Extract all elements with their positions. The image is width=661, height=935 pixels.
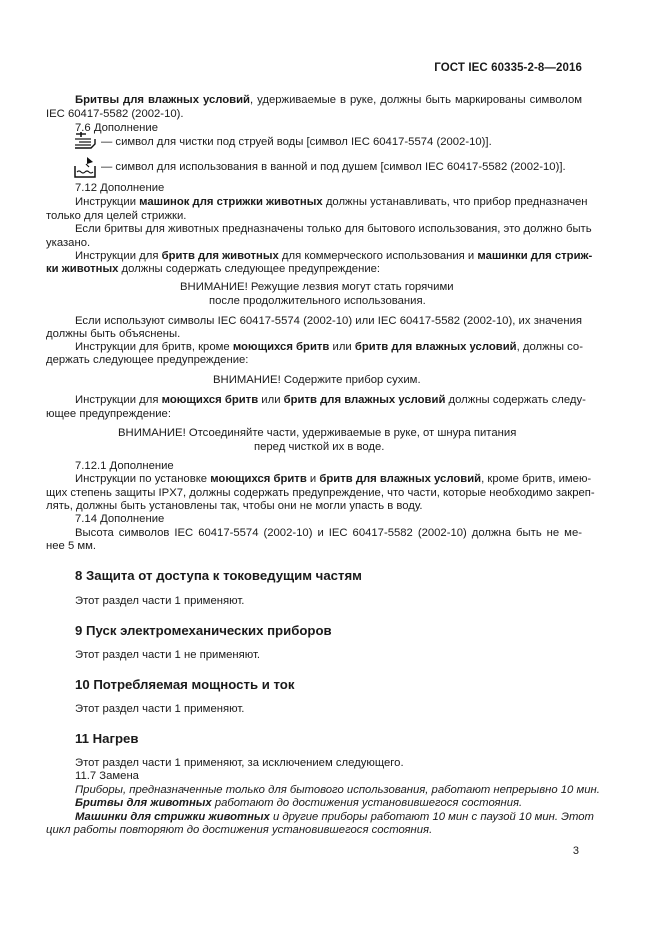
text-line: Бритвы для влажных условий, удерживаемые в руке, должны быть маркированы символом — [75, 94, 582, 106]
section-heading: 11 Нагрев — [75, 731, 139, 746]
page-number: 3 — [572, 845, 579, 857]
warning-line: ВНИМАНИЕ! Содержите прибор сухим. — [213, 374, 421, 386]
subsection-number: 7.6 Дополнение — [75, 122, 159, 134]
subsection-number: 7.12.1 Дополнение — [75, 460, 174, 472]
washable-symbol-icon — [73, 130, 99, 152]
bath-symbol-caption: — символ для использования в ванной и под душем [символ IEC 60417-5582 (2002-10)]. — [101, 161, 566, 173]
text-line: Инструкции для бритв для животных для коммерческого использования и машинки для стриж- — [75, 250, 593, 262]
text-line: щих степень защиты IPX7, должны содержать предупреждение, что части, которые необходимо закреп- — [46, 487, 595, 499]
text-line: Инструкции для моющихся бритв или бритв для влажных условий должны содержать следу- — [75, 394, 586, 406]
document-code: ГОСТ IEC 60335-2-8—2016 — [434, 62, 582, 74]
section-text: Этот раздел части 1 применяют, за исключением следующего. — [75, 757, 404, 769]
subsection-number: 7.14 Дополнение — [75, 513, 165, 525]
bath-shower-symbol-icon — [73, 156, 99, 180]
section-heading: 9 Пуск электромеханических приборов — [75, 623, 332, 638]
section-text: Этот раздел части 1 применяют. — [75, 703, 245, 715]
text-line: ки животных должны содержать следующее предупреждение: — [46, 263, 381, 275]
text-line: Приборы, предназначенные только для бытового использования, работают непрерывно 10 мин. — [75, 784, 600, 796]
text-line: лять, должны быть установлены так, чтобы они не могли упасть в воду. — [46, 500, 423, 512]
warning-line: после продолжительного использования. — [209, 295, 426, 307]
text-line: Бритвы для животных работают до достижения установившегося состояния. — [75, 797, 523, 809]
text-line: указано. — [46, 237, 91, 249]
section-heading: 8 Защита от доступа к токоведущим частям — [75, 568, 362, 583]
text-line: Высота символов IEC 60417-5574 (2002-10) и IEC 60417-5582 (2002-10) должна быть не ме- — [75, 527, 582, 539]
section-heading: 10 Потребляемая мощность и ток — [75, 677, 295, 692]
text-line: Машинки для стрижки животных и другие приборы работают 10 мин с паузой 10 мин. Этот — [75, 811, 594, 823]
text-line: ющее предупреждение: — [46, 408, 171, 420]
text-line: Если бритвы для животных предназначены только для бытового использования, это должно быть — [75, 223, 592, 235]
text-line: Инструкции для бритв, кроме моющихся бритв или бритв для влажных условий, должны со- — [75, 341, 583, 353]
text-line: Инструкции по установке моющихся бритв и бритв для влажных условий, кроме бритв, имею- — [75, 473, 592, 485]
text-line: только для целей стрижки. — [46, 210, 187, 222]
text-line: цикл работы повторяют до достижения установившегося состояния. — [46, 824, 433, 836]
text-line: Инструкции машинок для стрижки животных должны устанавливать, что прибор предназначен — [75, 196, 588, 208]
section-text: Этот раздел части 1 не применяют. — [75, 649, 261, 661]
text-line: Если используют символы IEC 60417-5574 (2002-10) или IEC 60417-5582 (2002-10), их значения — [75, 315, 582, 327]
subsection-number: 11.7 Замена — [75, 770, 139, 782]
text-line: нее 5 мм. — [46, 540, 97, 552]
text-line: IEC 60417-5582 (2002-10). — [46, 108, 184, 120]
subsection-number: 7.12 Дополнение — [75, 182, 165, 194]
washable-symbol-caption: — символ для чистки под струей воды [символ IEC 60417-5574 (2002-10)]. — [101, 136, 492, 148]
text-line: должны быть объяснены. — [46, 328, 181, 340]
text-line: держать следующее предупреждение: — [46, 354, 249, 366]
warning-line: ВНИМАНИЕ! Режущие лезвия могут стать горячими — [180, 281, 454, 293]
warning-line: перед чисткой их в воде. — [254, 441, 385, 453]
warning-line: ВНИМАНИЕ! Отсоединяйте части, удерживаемые в руке, от шнура питания — [118, 427, 517, 439]
section-text: Этот раздел части 1 применяют. — [75, 595, 245, 607]
